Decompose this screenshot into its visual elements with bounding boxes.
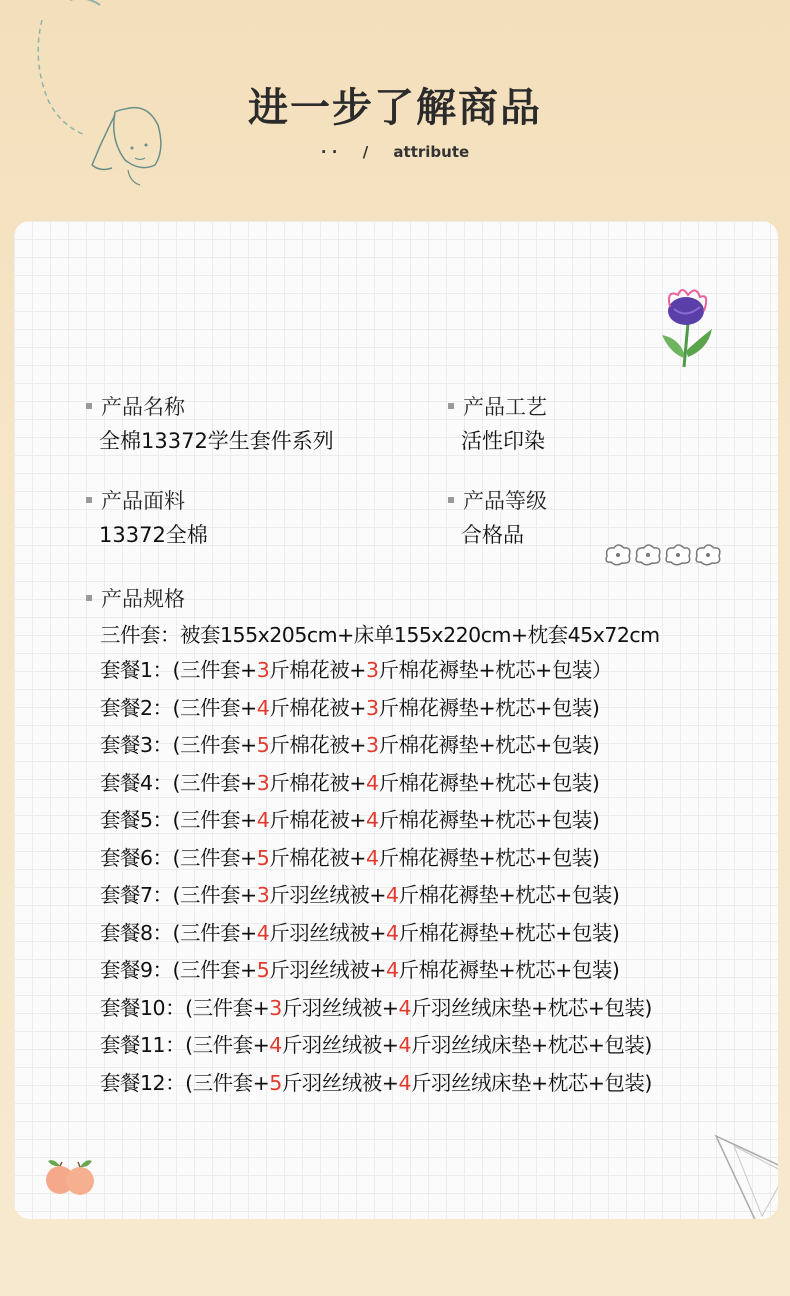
spec-text: 斤羽丝绒床垫+枕芯+包装) [411,1033,652,1057]
field-label: 产品规格 [86,585,185,613]
spec-text: 套餐3：(三件套+ [100,733,257,757]
spec-quantity: 3 [256,883,270,907]
spec-text: 套餐10：(三件套+ [100,995,270,1020]
spec-text: 斤羽丝绒被+ [281,995,399,1020]
spec-text: 斤羽丝绒被+ [269,883,386,907]
spec-text: 斤棉花褥垫+枕芯+包装) [398,958,620,982]
spec-package-1 [100,652,760,690]
field-value: 合格品 [461,523,524,547]
spec-text: 套餐7：(三件套+ [100,883,257,907]
spec-list [100,618,760,1102]
spec-quantity: 4 [365,808,379,832]
spec-quantity: 5 [256,733,270,757]
spec-text: 套餐12：(三件套+ [100,1070,270,1095]
tulip-icon [650,283,722,368]
spec-text: 斤棉花被+ [269,695,366,720]
spec-quantity: 3 [365,658,379,682]
spec-quantity: 4 [365,770,379,795]
spec-text: 斤羽丝绒床垫+枕芯+包装) [411,995,652,1020]
spec-text: 斤棉花褥垫+枕芯+包装) [378,733,600,757]
spec-text: 斤棉花褥垫+枕芯+包装） [378,658,612,682]
spec-text: 斤棉花褥垫+枕芯+包装) [398,883,620,907]
spec-text: 斤棉花被+ [269,845,366,870]
spec-text: 斤棉花被+ [269,658,366,682]
spec-quantity: 3 [256,770,270,795]
spec-text: 斤羽丝绒被+ [281,1070,399,1095]
spec-text: 斤棉花褥垫+枕芯+包装) [398,920,620,945]
spec-package-2 [100,690,760,728]
spec-package-11 [100,1027,760,1065]
field-label: 产品面料 [86,487,208,515]
spec-quantity: 5 [269,1070,282,1095]
spec-text: 套餐11：(三件套+ [100,1033,270,1057]
spec-quantity: 4 [269,1033,282,1057]
spec-package-9 [100,952,760,990]
field-product-grade [448,487,547,549]
spec-quantity: 3 [256,658,270,682]
spec-text: 斤羽丝绒被+ [281,1033,399,1057]
spec-quantity: 4 [398,1033,412,1057]
field-label: 产品工艺 [448,393,547,421]
spec-quantity: 4 [365,845,379,870]
spec-text: 斤羽丝绒被+ [269,958,386,982]
field-product-craft [448,393,547,455]
spec-package-4 [100,765,760,803]
spec-quantity: 4 [256,920,270,945]
spec-package-7 [100,877,760,915]
attribute-card [14,221,778,1219]
peach-icon [42,1153,98,1197]
triangle-ruler-icon [714,1121,778,1219]
spec-text: 斤棉花褥垫+枕芯+包装) [378,845,600,870]
spec-text: 斤棉花褥垫+枕芯+包装) [378,808,600,832]
spec-text: 斤棉花被+ [269,733,366,757]
spec-text: 套餐8：(三件套+ [100,920,257,945]
field-product-name [86,393,334,455]
spec-quantity: 5 [256,958,270,982]
spec-package-8 [100,915,760,953]
subtitle-slash: / [362,143,369,161]
spec-quantity: 4 [398,1070,412,1095]
subtitle-word: attribute [393,143,470,161]
spec-package-12 [100,1065,760,1103]
spec-text: 斤棉花被+ [269,770,366,795]
spec-package-10 [100,990,760,1028]
field-value: 活性印染 [461,429,545,453]
spec-text: 套餐9：(三件套+ [100,958,257,982]
field-label: 产品名称 [86,393,334,421]
cloud-flower-icon [602,541,722,567]
spec-quantity: 4 [385,883,399,907]
page-subtitle [0,143,790,161]
page-title: 进一步了解商品 [248,85,542,131]
spec-text: 套餐4：(三件套+ [100,770,257,795]
spec-text: 斤羽丝绒床垫+枕芯+包装) [411,1070,652,1095]
field-value: 全棉13372学生套件系列 [99,429,334,453]
field-product-spec [86,585,185,613]
spec-text: 套餐5：(三件套+ [100,808,257,832]
spec-quantity: 4 [256,695,270,720]
field-product-fabric [86,487,208,549]
field-value: 13372全棉 [99,523,208,547]
spec-quantity: 3 [365,733,379,757]
spec-package-3 [100,727,760,765]
spec-quantity: 3 [365,695,379,720]
spec-quantity: 4 [256,808,270,832]
spec-text: 套餐2：(三件套+ [100,695,257,720]
spec-quantity: 4 [385,920,399,945]
spec-text: 斤棉花褥垫+枕芯+包装) [378,770,600,795]
spec-text: 斤棉花褥垫+枕芯+包装) [378,695,600,720]
spec-base: 三件套：被套155x205cm+床单155x220cm+枕套45x72cm [100,623,660,647]
spec-package-5 [100,802,760,840]
spec-text: 套餐1：(三件套+ [100,658,257,682]
spec-text: 斤羽丝绒被+ [269,920,386,945]
subtitle-dots: · · [320,143,338,161]
spec-quantity: 3 [269,995,282,1020]
spec-text: 斤棉花被+ [269,808,366,832]
spec-quantity: 4 [398,995,412,1020]
field-label: 产品等级 [448,487,547,515]
spec-quantity: 5 [256,845,270,870]
spec-text: 套餐6：(三件套+ [100,845,257,870]
spec-package-6 [100,840,760,878]
spec-quantity: 4 [385,958,399,982]
